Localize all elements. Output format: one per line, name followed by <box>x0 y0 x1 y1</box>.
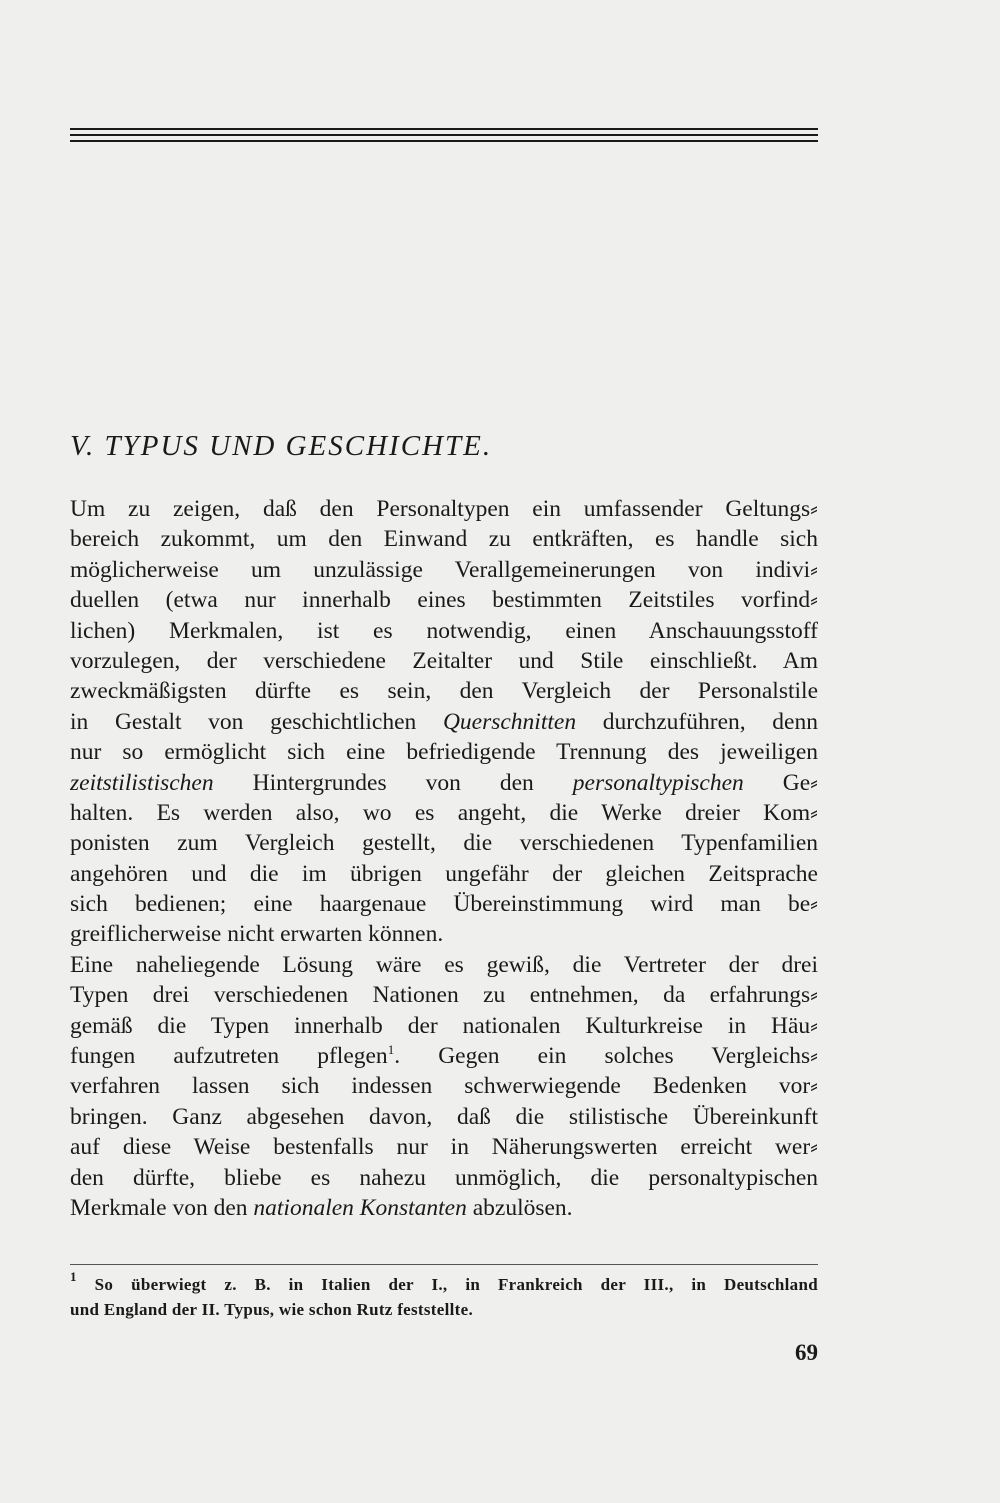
text-line: lichen) Merkmalen, ist es notwendig, einen Anschauungsstoff <box>70 617 818 644</box>
emphasis-querschnitten: Querschnitten <box>442 708 577 735</box>
footnote-line: und England der II. Typus, wie schon Rutz feststellte. <box>70 1300 474 1319</box>
chapter-heading: V. TYPUS UND GESCHICHTE. <box>70 430 493 462</box>
body-text <box>70 494 818 1223</box>
text-line: sich bedienen; eine haargenaue Übereinstimmung wird man be⸗ <box>70 891 818 918</box>
text-line: Merkmale von den nationalen Konstanten abzulösen. <box>70 1194 573 1221</box>
text-line: gemäß die Typen innerhalb der nationalen Kulturkreise in Häu⸗ <box>70 1012 818 1039</box>
text-line: Typen drei verschiedenen Nationen zu entnehmen, da erfahrungs⸗ <box>70 982 818 1009</box>
header-rule <box>70 128 818 130</box>
text-line: greiflicherweise nicht erwarten können. <box>70 921 444 948</box>
header-rule <box>70 140 818 142</box>
text-line: bereich zukommt, um den Einwand zu entkräften, es handle sich <box>70 526 818 553</box>
text-line: möglicherweise um unzulässige Verallgemeinerungen von indivi⸗ <box>70 556 818 583</box>
page-number: 69 <box>795 1340 818 1365</box>
text-line: fungen aufzutreten pflegen$^1$. Gegen ein solches Vergleichs⸗ <box>70 1042 818 1070</box>
text-line: den dürfte, bliebe es nahezu unmöglich, die personaltypischen <box>70 1164 818 1191</box>
text-line: zeitstilistischen Hintergrundes von den personaltypischen Ge⸗ <box>70 769 818 796</box>
footnote-marker: 1 <box>70 1272 77 1284</box>
text-line: Um zu zeigen, daß den Personaltypen ein umfassender Geltungs⸗ <box>70 496 818 522</box>
footnote-divider <box>70 1264 818 1265</box>
text-line: in Gestalt von geschichtlichen Querschnitten durchzuführen, denn <box>70 708 818 735</box>
footnote-line: $^1$ So überwiegt z. B. in Italien der I., in Frankreich der III., in Deutschland <box>70 1272 818 1297</box>
text-line: bringen. Ganz abgesehen davon, daß die stilistische Übereinkunft <box>70 1103 818 1130</box>
text-line: auf diese Weise bestenfalls nur in Näherungswerten erreicht wer⸗ <box>70 1134 818 1161</box>
text-line: duellen (etwa nur innerhalb eines bestimmten Zeitstiles vorfind⸗ <box>70 587 818 614</box>
header-rules <box>70 128 818 146</box>
footnote-reference: 1 <box>387 1042 395 1058</box>
emphasis-zeitstilistischen: zeitstilistischen <box>70 769 214 796</box>
text-line: nur so ermöglicht sich eine befriedigende Trennung des jeweiligen <box>70 739 818 766</box>
text-line: zweckmäßigsten dürfte es sein, den Vergleich der Personalstile <box>70 678 818 705</box>
text-line: angehören und die im übrigen ungefähr der gleichen Zeitsprache <box>70 860 818 887</box>
text-line: verfahren lassen sich indessen schwerwiegende Bedenken vor⸗ <box>70 1073 818 1100</box>
text-line: halten. Es werden also, wo es angeht, die Werke dreier Kom⸗ <box>70 799 818 826</box>
text-line: vorzulegen, der verschiedene Zeitalter und Stile einschließt. Am <box>70 647 818 674</box>
emphasis-personaltypischen: personaltypischen <box>572 769 744 796</box>
emphasis-nationalen-konstanten: nationalen Konstanten <box>253 1194 467 1221</box>
text-line: ponisten zum Vergleich gestellt, die verschiedenen Typenfamilien <box>70 830 818 857</box>
header-rule <box>70 134 818 136</box>
text-line: Eine naheliegende Lösung wäre es gewiß, die Vertreter der drei <box>70 951 818 978</box>
footnotes <box>70 1272 818 1322</box>
